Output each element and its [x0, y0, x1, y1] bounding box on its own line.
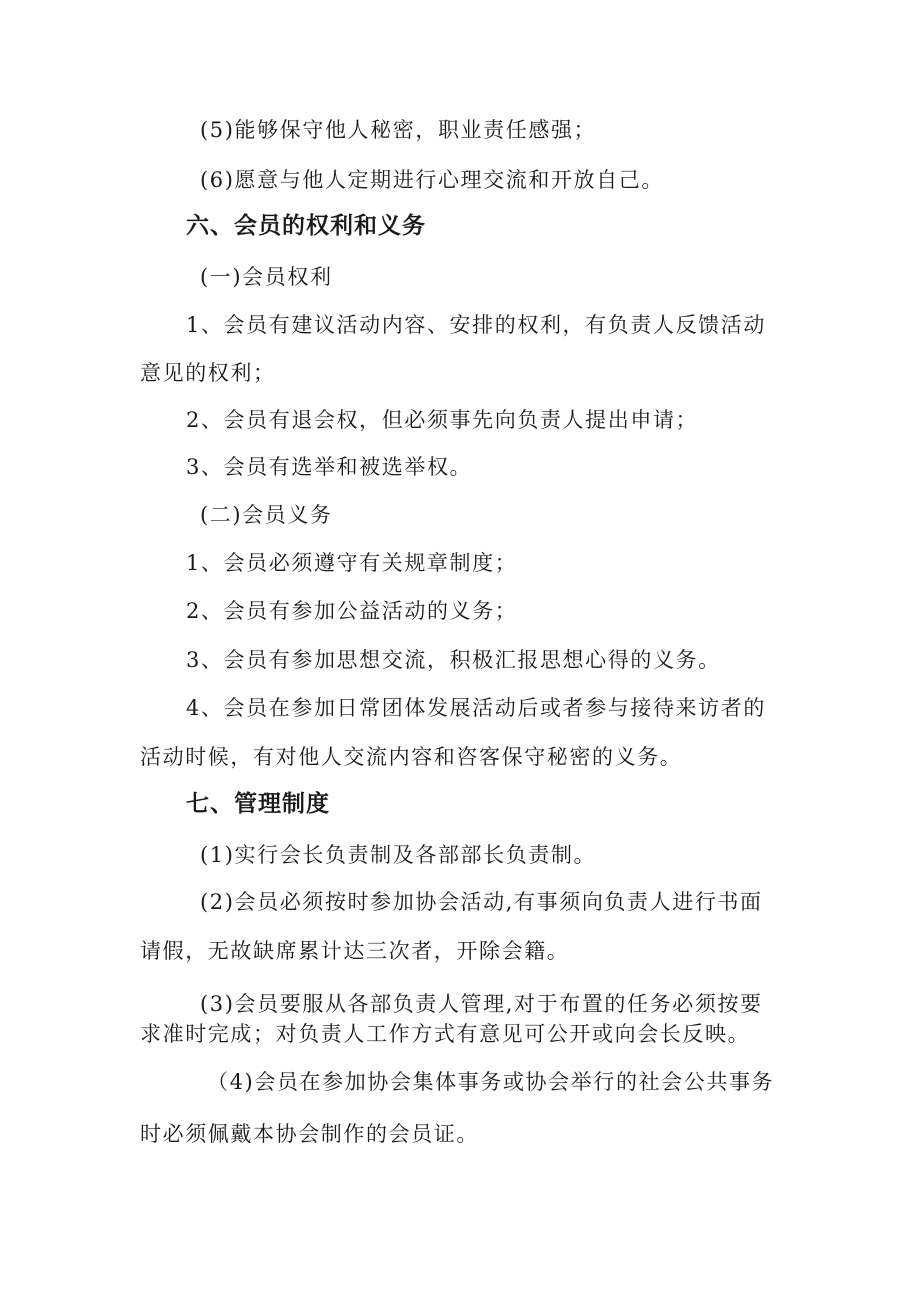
list-item: 1、会员必须遵守有关规章制度；: [186, 551, 518, 575]
list-item: (5)能够保守他人秘密，职业责任感强；: [200, 118, 597, 142]
list-item-continuation: 意见的权利；: [140, 361, 276, 385]
list-item: 2、会员有参加公益活动的义务；: [186, 599, 518, 623]
section-heading-7: 七、管理制度: [186, 791, 330, 817]
list-item: (6)愿意与他人定期进行心理交流和开放自己。: [200, 168, 664, 192]
list-item: (3)会员要服从各部负责人管理,对于布置的任务必须按要: [200, 992, 763, 1016]
list-item-continuation: 求准时完成；对负责人工作方式有意见可公开或向会长反映。: [140, 1022, 751, 1046]
section-heading-6: 六、会员的权利和义务: [186, 213, 426, 239]
list-item-continuation: 活动时候，有对他人交流内容和咨客保守秘密的义务。: [140, 745, 683, 769]
list-item: 3、会员有选举和被选举权。: [186, 455, 473, 479]
list-item-continuation: 请假，无故缺席累计达三次者，开除会籍。: [140, 939, 570, 963]
list-item-continuation: 时必须佩戴本协会制作的会员证。: [140, 1122, 479, 1146]
list-item: (2)会员必须按时参加协会活动,有事须向负责人进行书面: [200, 890, 763, 914]
list-item: 4、会员在参加日常团体发展活动后或者参与接待来访者的: [186, 696, 766, 720]
list-item: 3、会员有参加思想交流，积极汇报思想心得的义务。: [186, 648, 721, 672]
list-item: 2、会员有退会权，但必须事先向负责人提出申请；: [186, 408, 699, 432]
list-item: （4)会员在参加协会集体事务或协会举行的社会公共事务: [207, 1070, 775, 1094]
list-item: (1)实行会长负责制及各部部长负责制。: [200, 843, 597, 867]
list-item: 1、会员有建议活动内容、安排的权利，有负责人反馈活动: [186, 313, 766, 337]
subsection-heading: (一)会员权利: [200, 265, 333, 289]
subsection-heading: (二)会员义务: [200, 503, 333, 527]
